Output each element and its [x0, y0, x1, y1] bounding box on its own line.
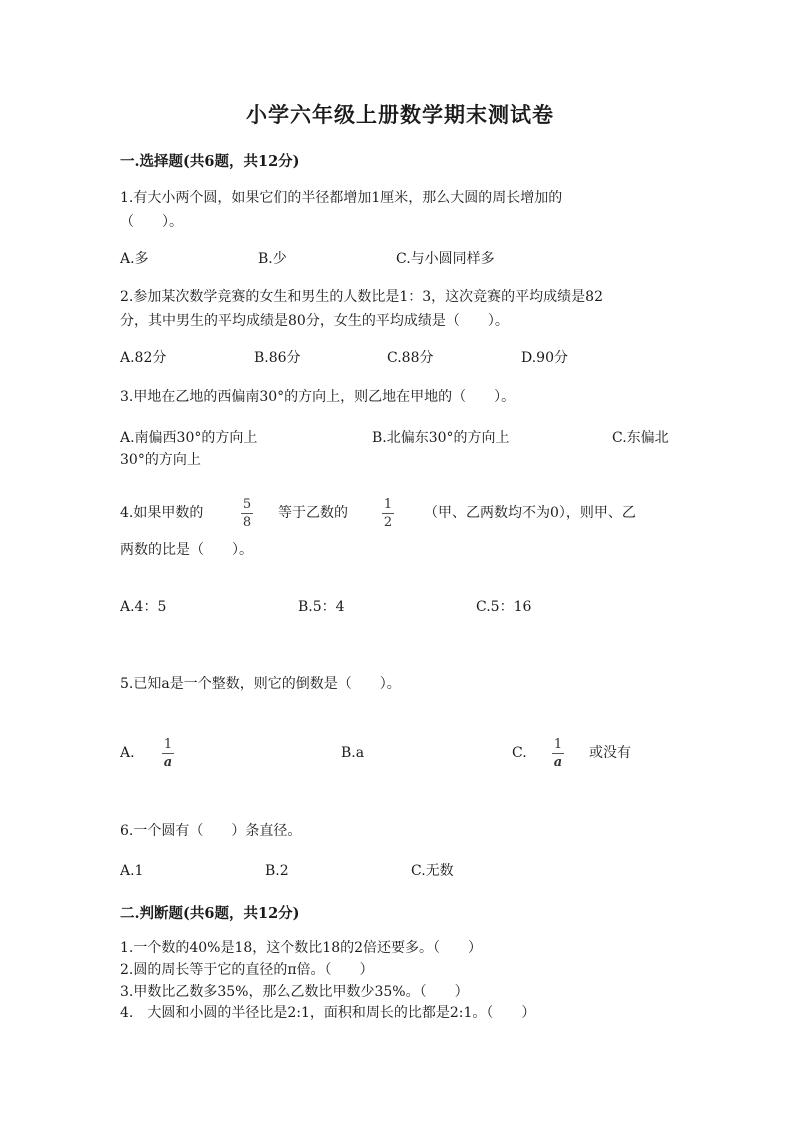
section-heading-choice: 一.选择题(共6题，共12分)	[120, 153, 300, 170]
question-6-text: 6.一个圆有（ ）条直径。	[120, 823, 302, 839]
question-5-option-b: B.a	[341, 745, 365, 761]
fraction-bar	[552, 753, 564, 754]
question-5-option-a-label: A.	[120, 745, 135, 761]
question-6-option-a: A.1	[120, 863, 144, 879]
section-heading-judgment: 二.判断题(共6题，共12分)	[120, 905, 300, 922]
question-2-option-c: C.88分	[387, 350, 434, 366]
question-5-option-c-suffix: 或没有	[589, 745, 631, 761]
question-2-option-b: B.86分	[254, 350, 301, 366]
fraction-numerator: 1	[383, 497, 393, 512]
question-3-option-a: A.南偏西30°的方向上	[120, 430, 258, 446]
question-4-option-b: B.5：4	[298, 599, 345, 615]
fraction-denominator: 2	[383, 515, 393, 530]
question-4-option-a: A.4：5	[120, 599, 167, 615]
fraction-one-half	[382, 497, 394, 530]
judgment-item-2: 2.圆的周长等于它的直径的π倍。（ ）	[120, 962, 374, 978]
question-1-text-cont: （ ）。	[120, 214, 183, 230]
question-3-text: 3.甲地在乙地的西偏南30°的方向上，则乙地在甲地的（ ）。	[120, 389, 516, 405]
question-4-text-prefix: 4.如果甲数的	[120, 505, 204, 521]
question-3-option-c: C.东偏北	[612, 430, 669, 446]
question-1-option-a: A.多	[120, 251, 149, 267]
question-4-text-suffix: （甲、乙两数均不为0），则甲、乙	[424, 505, 636, 521]
fraction-denominator: a	[553, 755, 563, 770]
question-4-text-cont: 两数的比是（ ）。	[120, 542, 253, 558]
judgment-item-1: 1.一个数的40%是18，这个数比18的2倍还要多。（ ）	[120, 940, 483, 956]
fraction-bar	[241, 513, 253, 514]
fraction-one-over-a	[162, 737, 174, 770]
fraction-numerator: 1	[163, 737, 173, 752]
question-5-option-c-label: C.	[512, 745, 527, 761]
fraction-bar	[382, 513, 394, 514]
question-2-option-a: A.82分	[120, 350, 167, 366]
fraction-one-over-a	[552, 737, 564, 770]
fraction-denominator: a	[163, 755, 173, 770]
question-1-text: 1.有大小两个圆，如果它们的半径都增加1厘米，那么大圆的周长增加的	[120, 190, 563, 206]
fraction-numerator: 1	[553, 737, 563, 752]
judgment-item-3: 3.甲数比乙数多35%，那么乙数比甲数少35%。（ ）	[120, 984, 469, 1000]
question-1-option-c: C.与小圆同样多	[396, 251, 495, 267]
question-3-option-b: B.北偏东30°的方向上	[372, 430, 510, 446]
question-6-option-b: B.2	[265, 863, 289, 879]
question-1-option-b: B.少	[258, 251, 287, 267]
fraction-five-eighths	[241, 497, 253, 530]
question-4-option-c: C.5：16	[476, 599, 532, 615]
question-2-option-d: D.90分	[521, 350, 568, 366]
question-6-option-c: C.无数	[411, 863, 454, 879]
judgment-item-4: 4. 大圆和小圆的半径比是2:1，面积和周长的比都是2:1。（ ）	[120, 1005, 536, 1021]
question-5-text: 5.已知a是一个整数，则它的倒数是（ ）。	[120, 676, 401, 692]
question-2-text: 2.参加某次数学竞赛的女生和男生的人数比是1：3，这次竞赛的平均成绩是82	[120, 289, 603, 305]
fraction-bar	[162, 753, 174, 754]
fraction-numerator: 5	[242, 497, 252, 512]
page-title: 小学六年级上册数学期末测试卷	[246, 102, 554, 127]
question-3-option-c-cont: 30°的方向上	[120, 452, 201, 468]
fraction-denominator: 8	[242, 515, 252, 530]
question-2-text-cont: 分，其中男生的平均成绩是80分，女生的平均成绩是（ ）。	[120, 313, 509, 329]
question-4-text-middle: 等于乙数的	[278, 505, 348, 521]
